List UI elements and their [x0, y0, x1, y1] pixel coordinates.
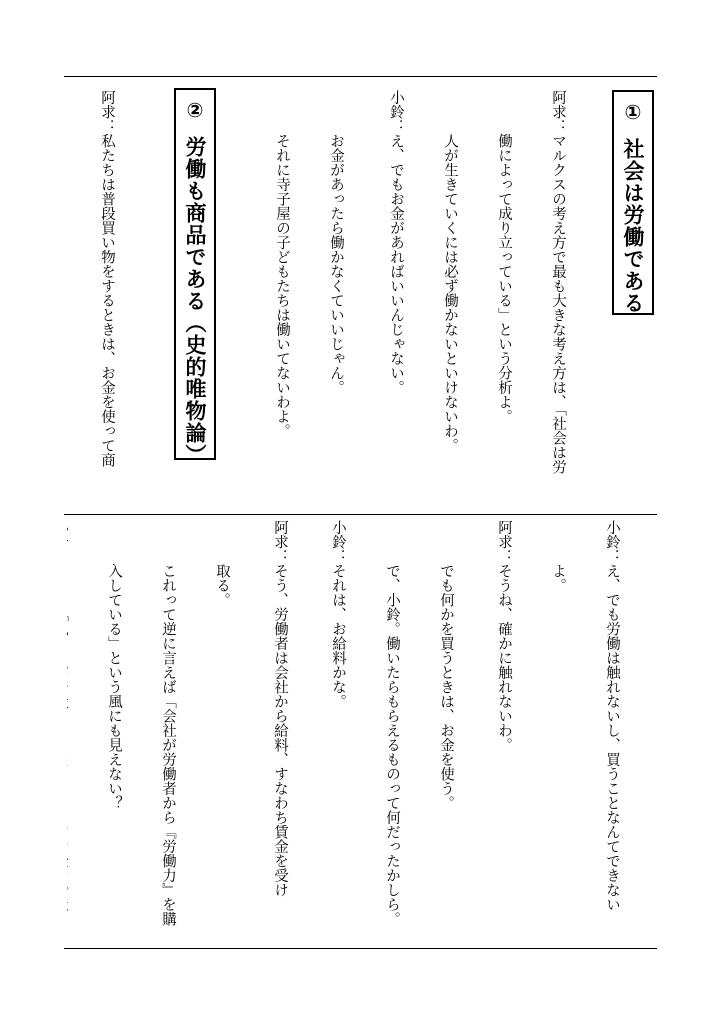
dialogue-line: で、小鈴。働いたらもらえるものって何だったかしら。	[384, 520, 400, 926]
section1-body	[243, 90, 603, 506]
section2-number: ②	[183, 98, 207, 122]
dialogue-line: 阿求：そう、労働者は会社から給料、すなわち賃金を受け	[272, 520, 288, 897]
dialogue-line: 阿求：そうね、確かに触れないわ。	[496, 520, 512, 752]
section2-heading	[174, 88, 216, 466]
dialogue-line: 入している」という風にも見えない？	[106, 520, 122, 810]
section2-title: 労働も商品である（史的唯物論）	[183, 136, 207, 466]
dialogue-line: 阿求：私たちは普段買い物をするときは、お金を使って商	[99, 90, 115, 467]
middle-rule	[64, 514, 657, 515]
section1-heading	[612, 90, 654, 315]
dialogue-line: 人が生きていくには必ず働かないといけないわ。	[442, 90, 458, 453]
dialogue-line: 阿求：マルクスの考え方で最も大きな考え方は、「社会は労	[550, 90, 566, 475]
section2-body	[72, 90, 152, 506]
section1-number: ①	[621, 100, 645, 124]
dialogue-line	[67, 520, 69, 944]
dialogue-line: お金があったら働かなくていいじゃん。	[328, 90, 344, 395]
bottom-rule	[64, 948, 657, 949]
dialogue-line: 小鈴：え、でも労働は触れないし、買うことなんてできない	[604, 520, 620, 912]
dialogue-line: 働によって成り立っている」という分析よ。	[496, 90, 512, 424]
dialogue-line: でも何かを買うときは、お金を使う。	[438, 520, 454, 810]
dialogue-line: よ。	[550, 520, 566, 593]
dialogue-line: 小鈴：え、でもお金があればいいんじゃない。	[388, 90, 404, 395]
dialogue-line: 小鈴：それは、お給料かな。	[330, 520, 346, 709]
dialogue-line: これって逆に言えば「会社が労働者から『労働力』を購	[160, 520, 176, 926]
section1-title: 社会は労働である	[621, 138, 645, 314]
dialogue-line: 取る。	[214, 520, 230, 607]
dialogue-line: それに寺子屋の子どもたちは働いてないわよ。	[274, 90, 290, 438]
lower-body	[67, 520, 657, 944]
top-rule	[64, 76, 657, 77]
